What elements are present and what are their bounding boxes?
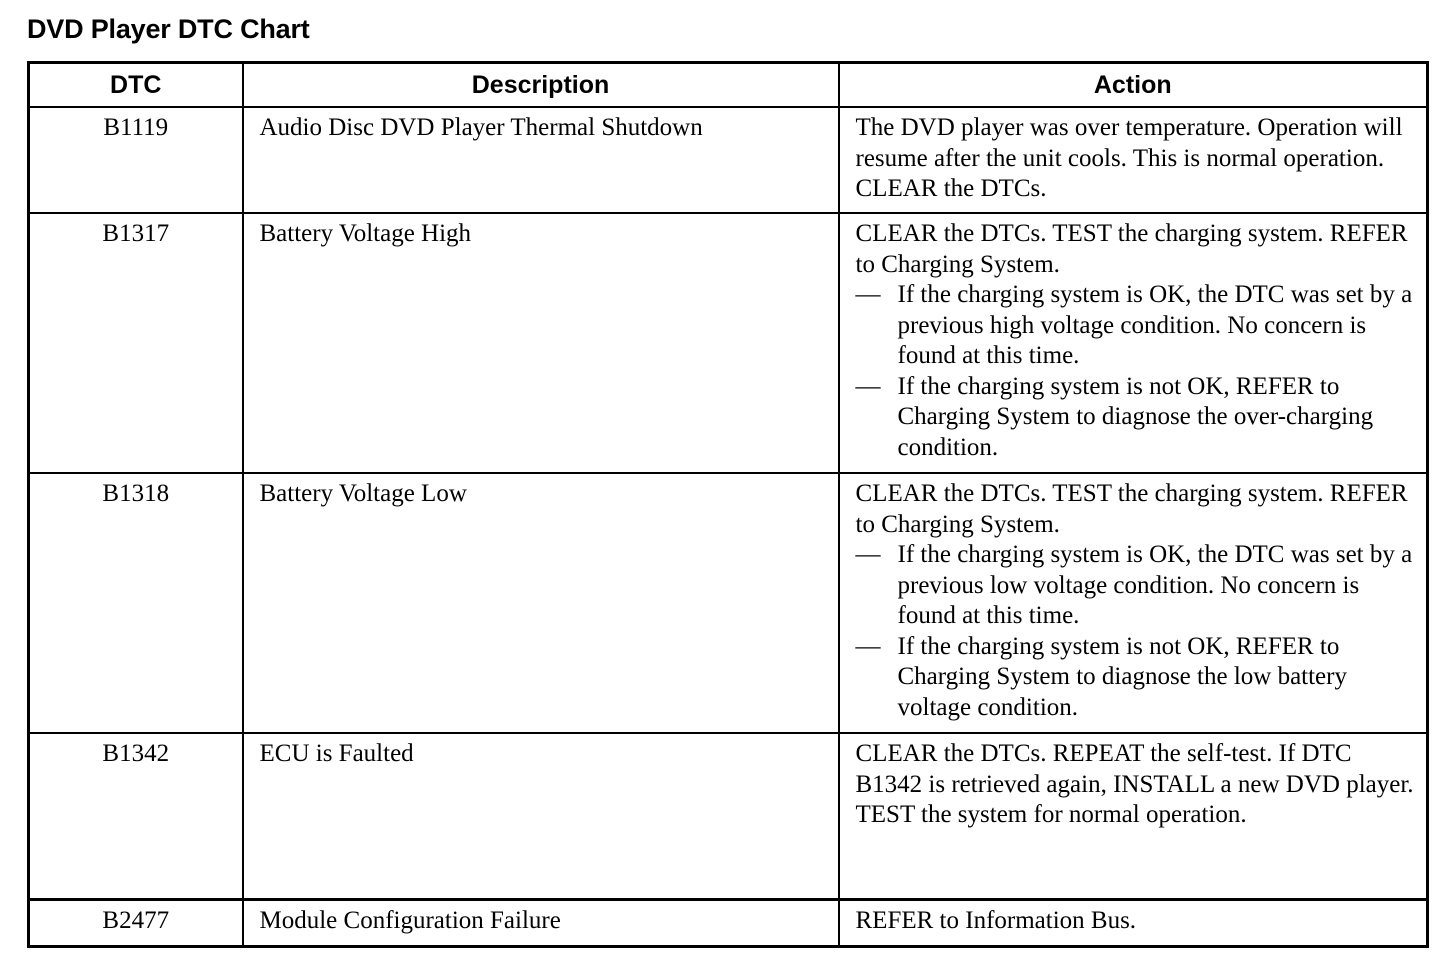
table-row	[29, 107, 1428, 213]
dtc-code-cell: B1342	[29, 733, 243, 900]
description-cell: Module Configuration Failure	[243, 900, 839, 947]
header-row	[29, 63, 1428, 108]
dash-marker: —	[855, 281, 881, 308]
table-header	[29, 63, 1428, 108]
dtc-code-cell: B1318	[29, 473, 243, 733]
action-bullet	[856, 540, 1417, 632]
action-cell	[839, 213, 1428, 473]
action-text: The DVD player was over temperature. Operation will resume after the unit cools. This is normal operation. CLEAR the DTCs.	[855, 114, 1403, 202]
column-header-description: Description	[243, 63, 839, 108]
action-text: CLEAR the DTCs. TEST the charging system. REFER to Charging System.	[855, 480, 1408, 538]
dash-marker: —	[855, 372, 881, 400]
page-title: DVD Player DTC Chart	[27, 14, 310, 44]
action-bullet	[856, 632, 1417, 724]
dtc-table	[27, 61, 1429, 948]
action-bullet-text: If the charging system is OK, the DTC was set by a previous low voltage condition. No concern is found at this time.	[897, 541, 1413, 629]
description-cell: Battery Voltage Low	[243, 473, 839, 733]
dtc-code-cell: B1317	[29, 213, 243, 473]
column-header-dtc: DTC	[29, 63, 243, 108]
action-bullet-text: If the charging system is OK, the DTC was set by a previous high voltage condition. No concern is found at this time.	[897, 281, 1413, 369]
table-row	[29, 473, 1428, 733]
action-cell	[839, 733, 1428, 900]
table-row	[29, 213, 1428, 473]
description-cell: Audio Disc DVD Player Thermal Shutdown	[243, 107, 839, 213]
description-cell: Battery Voltage High	[243, 213, 839, 473]
table-row	[29, 900, 1428, 947]
action-cell	[839, 107, 1428, 213]
column-header-action: Action	[839, 63, 1428, 108]
action-text: CLEAR the DTCs. TEST the charging system. REFER to Charging System.	[855, 220, 1408, 278]
dtc-code-cell: B1119	[29, 107, 243, 213]
action-bullet	[856, 372, 1417, 464]
table-row	[29, 733, 1428, 900]
action-cell	[839, 900, 1428, 947]
dash-marker: —	[855, 541, 881, 568]
action-cell	[839, 473, 1428, 733]
table-body	[29, 107, 1428, 947]
dtc-code-cell: B2477	[29, 900, 243, 947]
action-text: CLEAR the DTCs. REPEAT the self-test. If DTC B1342 is retrieved again, INSTALL a new DVD player. TEST the system for normal operation.	[855, 740, 1414, 828]
description-cell: ECU is Faulted	[243, 733, 839, 900]
action-text: REFER to Information Bus.	[855, 907, 1137, 934]
dash-marker: —	[855, 632, 881, 660]
action-bullet	[856, 280, 1417, 372]
action-bullet-text: If the charging system is not OK, REFER to Charging System to diagnose the low battery voltage condition.	[897, 632, 1347, 721]
action-bullet-text: If the charging system is not OK, REFER to Charging System to diagnose the over-charging condition.	[897, 372, 1374, 461]
